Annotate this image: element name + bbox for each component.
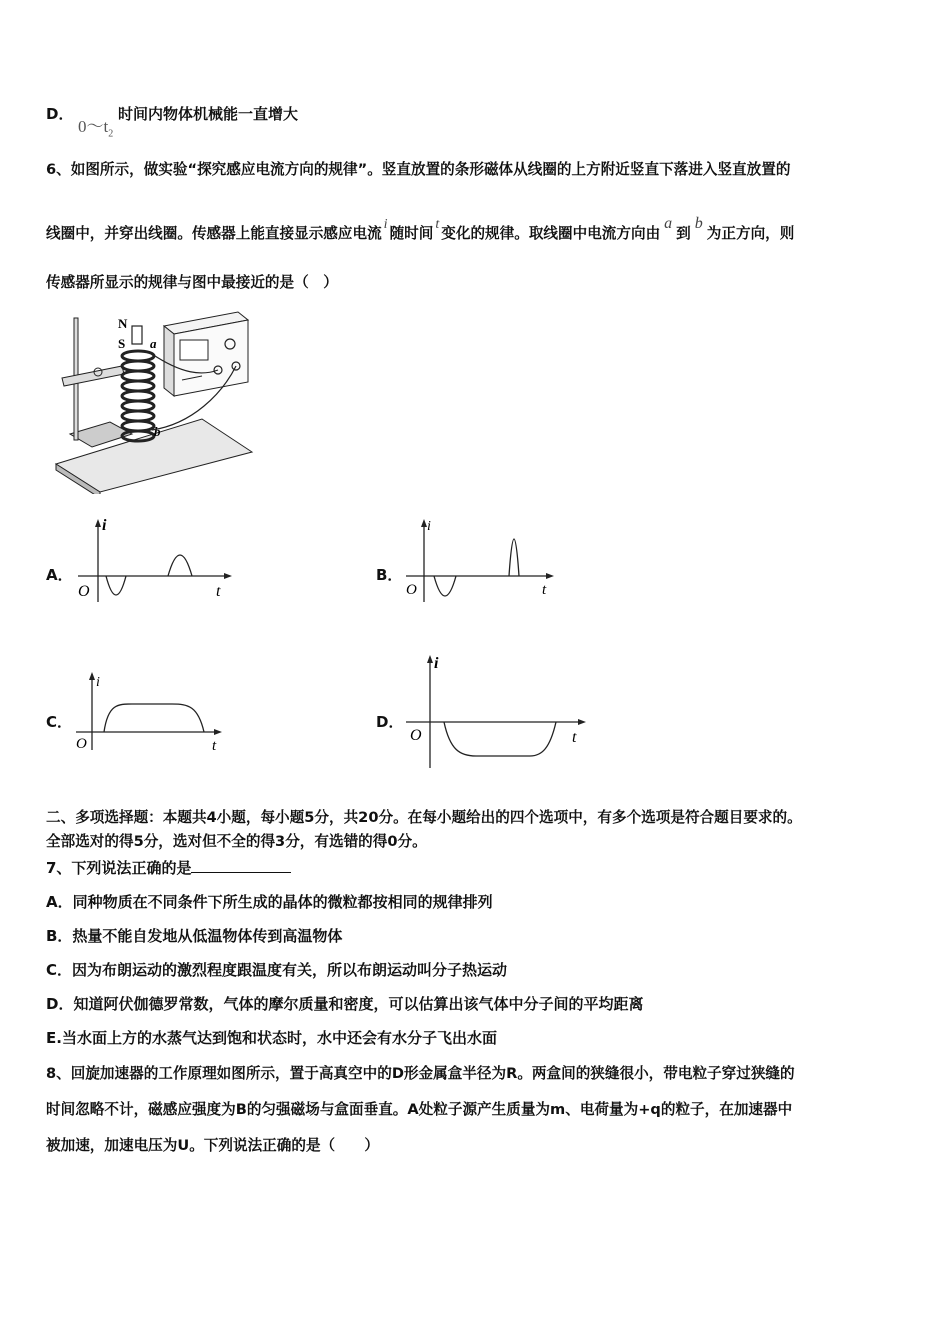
q6-option-d-label: D． [376, 713, 404, 731]
q5-option-d-label: D． [46, 105, 74, 123]
x-axis-arrow [224, 573, 232, 579]
q8-stem-line3: 被加速，加速电压为U。下列说法正确的是（ ） [46, 1137, 379, 1154]
axis-label-i: i [434, 655, 439, 672]
curve-positive-spike [509, 539, 519, 576]
q7-option-a: A．同种物质在不同条件下所生成的晶体的微粒都按相同的规律排列 [46, 893, 493, 911]
q7-option-d: D．知道阿伏伽德罗常数，气体的摩尔质量和密度，可以估算出该气体中分子间的平均距离 [46, 995, 644, 1013]
axis-label-i: i [96, 675, 100, 690]
axis-label-t: t [216, 583, 221, 600]
current-sensor [164, 312, 248, 396]
coil-label-b: b [154, 424, 161, 439]
bar-magnet [132, 326, 142, 344]
q5-option-d-math: $0\sim t_2$ [78, 117, 114, 140]
q7-option-c: C．因为布朗运动的激烈程度跟温度有关，所以布朗运动叫分子热运动 [46, 961, 508, 979]
q6-option-a-label: A． [46, 566, 73, 584]
curve-positive-lobe [168, 555, 192, 576]
coil [122, 351, 154, 441]
q5-option-d [46, 104, 73, 124]
q6-stem-line3: 传感器所显示的规律与图中最接近的是（ ） [46, 274, 338, 291]
q6-option-b-graph [402, 516, 562, 608]
q6-stem-line1: 6、如图所示，做实验“探究感应电流方向的规律”。竖直放置的条形磁体从线圈的上方附近竖直下落进入竖直放置的 [46, 161, 791, 178]
q6-option-b-label: B． [376, 566, 403, 584]
x-axis-arrow [214, 729, 222, 735]
section2-heading-line2: 全部选对的得5分，选对但不全的得3分，有选错的得0分。 [46, 833, 427, 850]
axis-label-t: t [542, 582, 547, 598]
magnet-label-s: S [118, 336, 126, 351]
origin-label: O [406, 582, 417, 598]
axis-label-t: t [572, 729, 577, 746]
q6-option-a-graph [72, 516, 242, 608]
q6-option-c-graph [72, 670, 232, 756]
origin-label: O [410, 727, 422, 744]
magnet-label-n: N [118, 316, 128, 331]
x-axis-arrow [546, 573, 554, 579]
axis-label-t: t [212, 738, 217, 754]
q8-stem-line1: 8、回旋加速器的工作原理如图所示，置于高真空中的D形金属盒半径为R。两盒间的狭缝很小，带电粒子穿过狭缝的 [46, 1065, 795, 1082]
y-axis-arrow [89, 672, 95, 680]
y-axis-arrow [95, 519, 101, 527]
coil-label-a: a [150, 336, 157, 351]
y-axis-arrow [427, 655, 433, 663]
q6-stem-line2: 线圈中，并穿出线圈。传感器上能直接显示感应电流i随时间t变化的规律。取线圈中电流方向由a到b为正方向，则 [46, 215, 795, 242]
q7-answer-blank [191, 858, 291, 873]
q8-stem-line2: 时间忽略不计，磁感应强度为B的匀强磁场与盒面垂直。A处粒子源产生质量为m、电荷量为+q的粒子，在加速器中 [46, 1101, 793, 1118]
x-axis-arrow [578, 719, 586, 725]
origin-label: O [78, 583, 90, 600]
q7-stem: 7、下列说法正确的是 [46, 858, 291, 878]
curve-positive-plateau [104, 704, 204, 732]
q7-option-b: B．热量不能自发地从低温物体传到高温物体 [46, 927, 343, 945]
section2-heading-line1: 二、多项选择题：本题共4小题，每小题5分，共20分。在每小题给出的四个选项中，有多个选项是符合题目要求的。 [46, 809, 802, 826]
apparatus-figure [52, 304, 256, 494]
q6-option-d-graph [402, 652, 592, 772]
axis-label-i: i [427, 519, 431, 534]
curve-negative-lobe [434, 576, 456, 596]
origin-label: O [76, 736, 87, 752]
q5-option-d-text: 时间内物体机械能一直增大 [118, 105, 299, 123]
q7-option-e: E.当水面上方的水蒸气达到饱和状态时，水中还会有水分子飞出水面 [46, 1029, 497, 1047]
curve-negative-lobe [106, 576, 126, 595]
curve-negative-plateau [444, 722, 556, 756]
axis-label-i: i [102, 517, 107, 534]
q6-option-c-label: C． [46, 713, 73, 731]
stand-clamp [62, 366, 124, 386]
sensor-screen [180, 340, 208, 360]
